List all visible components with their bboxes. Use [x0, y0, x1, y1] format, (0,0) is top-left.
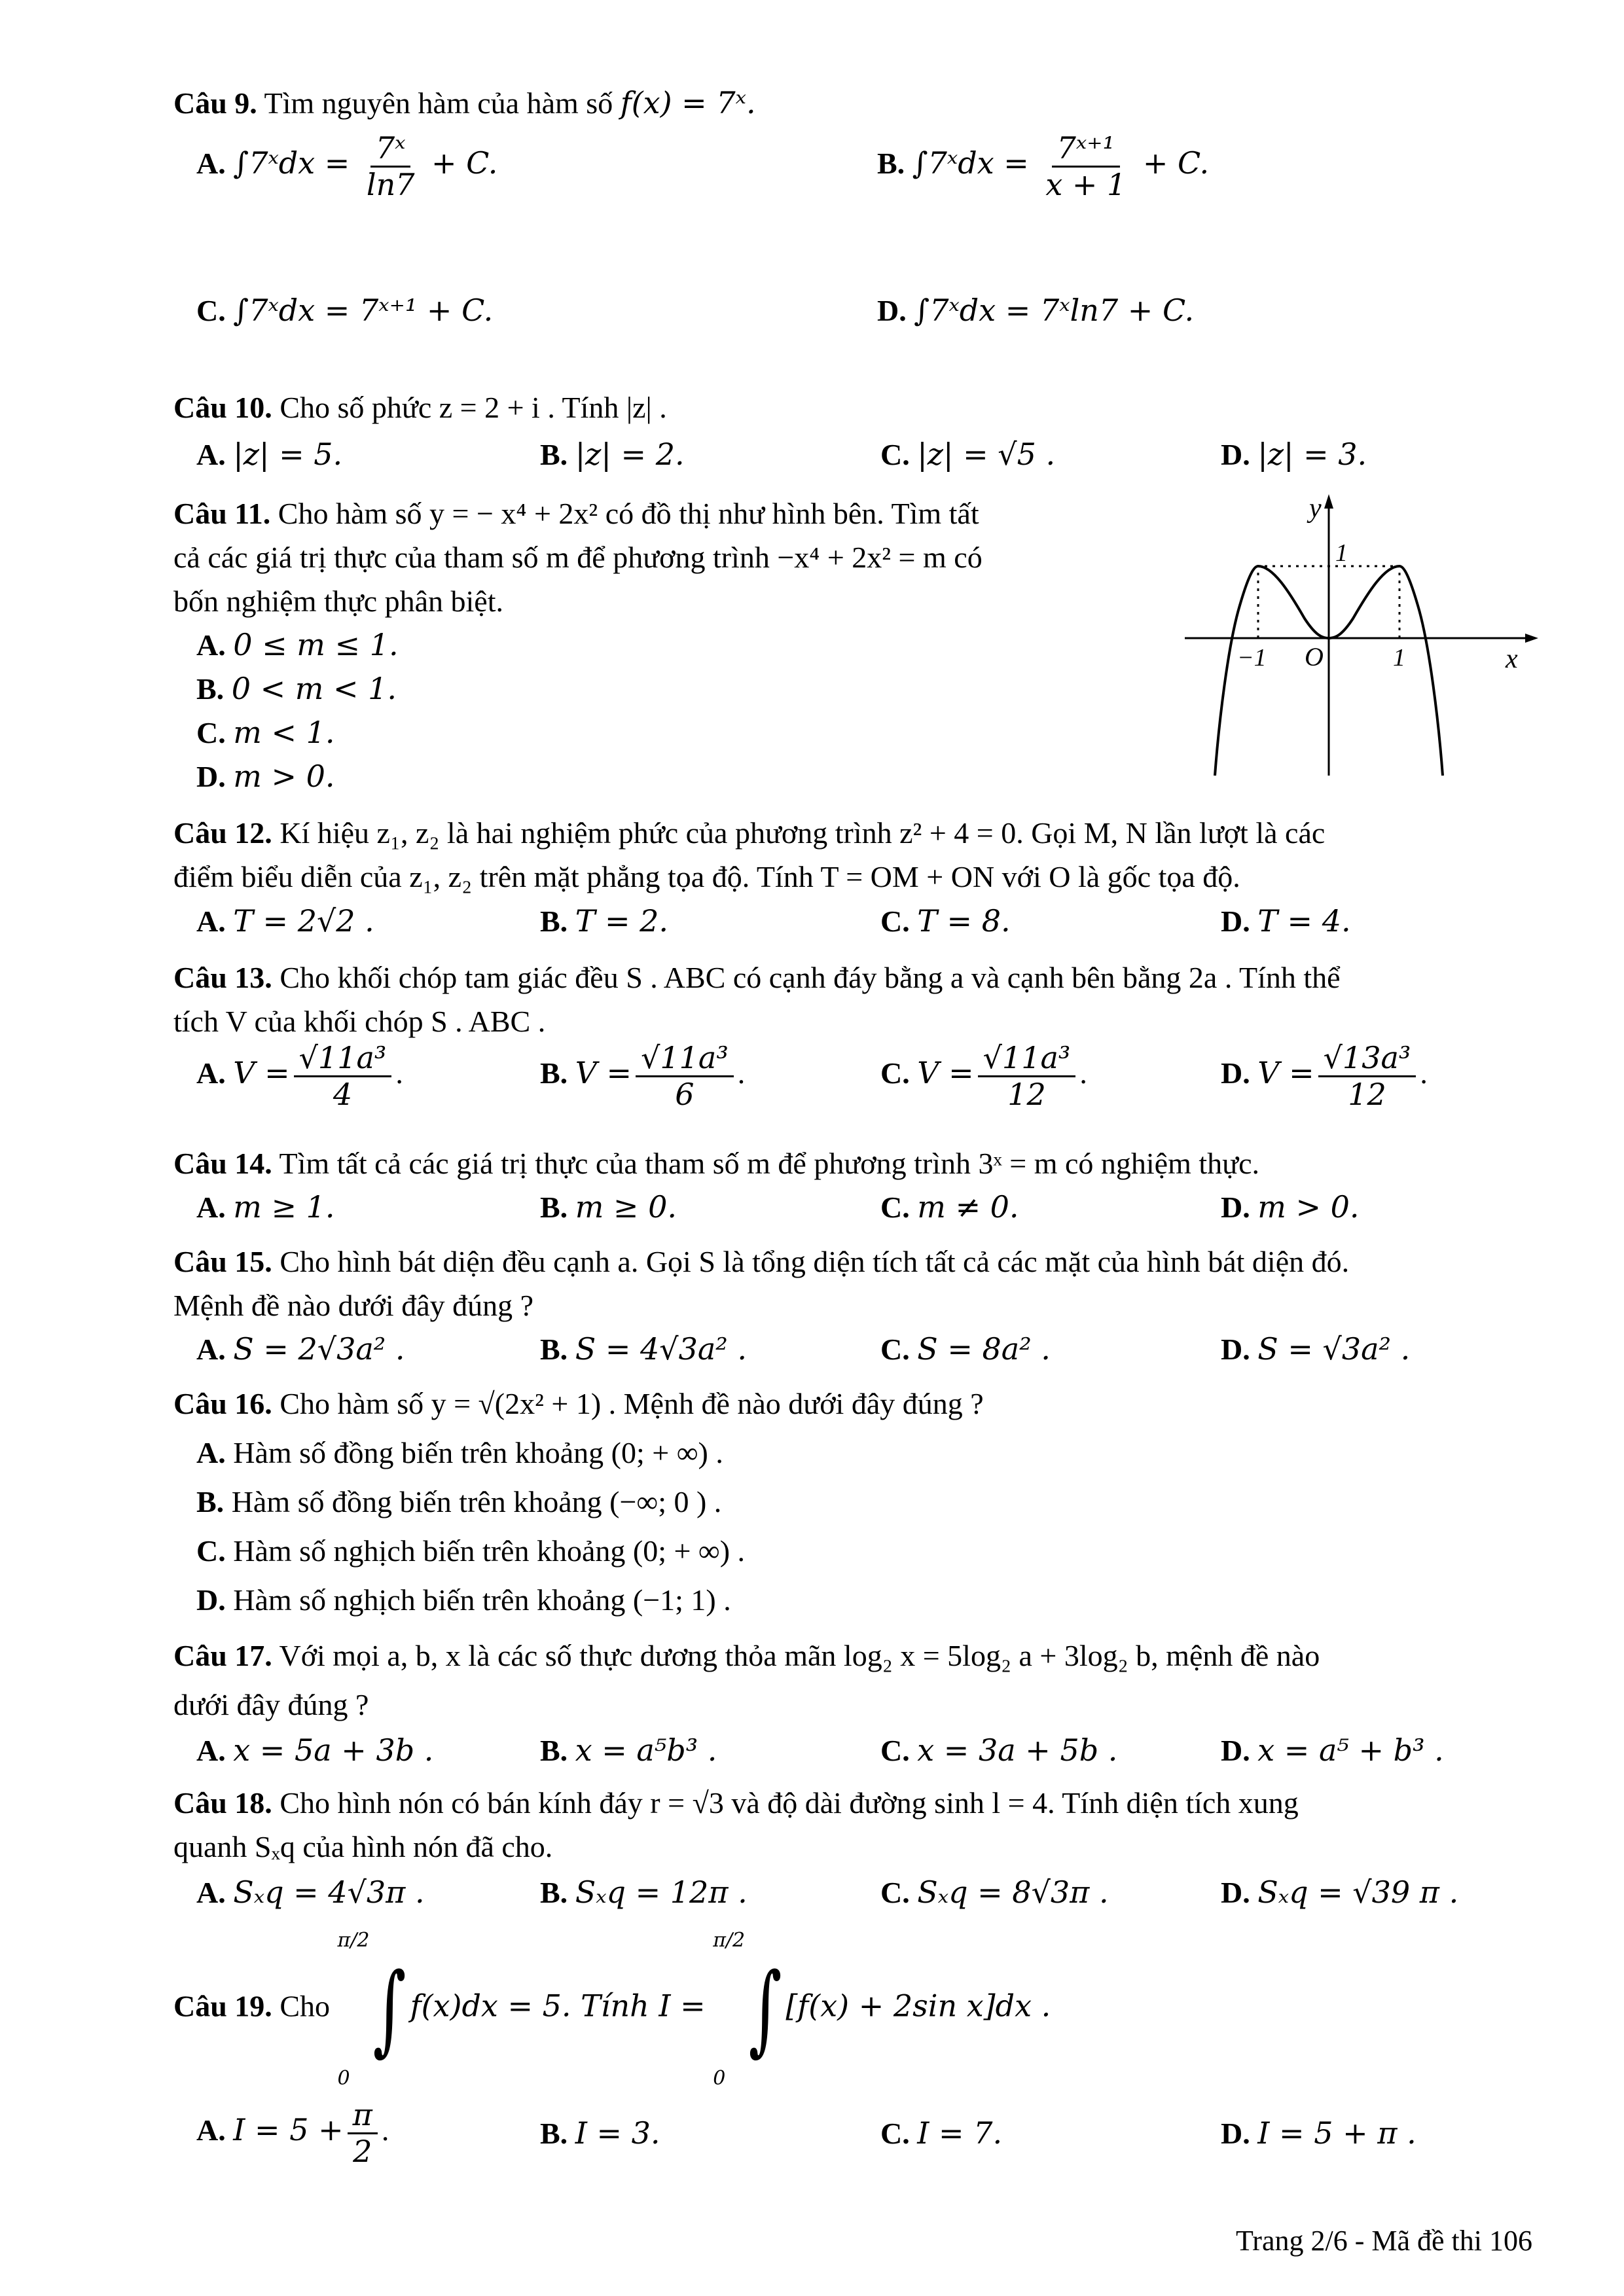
- option-key: D.: [1221, 1191, 1250, 1224]
- option-expr: Hàm số nghịch biến trên khoảng (0; + ∞) .: [233, 1534, 746, 1568]
- q19-option-c[interactable]: [880, 2114, 1002, 2153]
- option-key: C.: [880, 1056, 910, 1090]
- option-expr: T = 8.: [917, 903, 1011, 939]
- option-expr: T = 2√2 .: [233, 903, 374, 939]
- q18-line1: [173, 1784, 1299, 1823]
- option-expr: Hàm số đồng biến trên khoảng (0; + ∞) .: [233, 1436, 723, 1469]
- q17-line1: [173, 1636, 1320, 1676]
- option-expr: m ≥ 0.: [575, 1189, 677, 1225]
- integral-sign-icon: ∫: [373, 1952, 406, 2066]
- q14-text: Tìm tất cả các giá trị thực của tham số m để phương trình 3ˣ = m có nghiệm thực.: [279, 1147, 1259, 1180]
- q13-option-c[interactable]: [880, 1041, 1087, 1112]
- option-expr: Sₓq = √39 π .: [1257, 1874, 1459, 1910]
- option-expr: Hàm số nghịch biến trên khoảng (−1; 1) .: [233, 1583, 731, 1617]
- q14-option-c[interactable]: [880, 1188, 1019, 1227]
- option-key: B.: [196, 672, 225, 706]
- denominator: 6: [675, 1076, 695, 1112]
- option-key: B.: [540, 1876, 568, 1909]
- q16-label: Câu 16.: [173, 1387, 272, 1420]
- option-lhs: ∫7ˣdx =: [233, 145, 350, 181]
- option-expr: S = 2√3a² .: [233, 1331, 405, 1367]
- q19-option-b[interactable]: [540, 2114, 660, 2153]
- q17-option-d[interactable]: [1221, 1731, 1444, 1770]
- option-expr: |z| = 5.: [233, 437, 343, 472]
- q19-integral1: f(x)dx = 5. Tính I =: [410, 1988, 706, 2024]
- option-key: D.: [1221, 2117, 1250, 2150]
- option-key: D.: [1221, 1734, 1250, 1767]
- q18-option-a[interactable]: [196, 1873, 425, 1912]
- q9-expr: f(x) = 7ˣ.: [620, 85, 756, 120]
- q16-text: Cho hàm số y = √(2x² + 1) . Mệnh đề nào dưới đây đúng ?: [280, 1387, 984, 1420]
- option-expr: S = 4√3a² .: [575, 1331, 747, 1367]
- q11-line3: bốn nghiệm thực phân biệt.: [173, 584, 504, 618]
- y-label: y: [1309, 494, 1322, 524]
- option-key: A.: [196, 905, 226, 938]
- option-expr: I = 7.: [917, 2115, 1003, 2151]
- option-key: B.: [540, 2117, 568, 2150]
- denominator: x + 1: [1045, 166, 1127, 202]
- q13-text: Cho khối chóp tam giác đều S . ABC có cạnh đáy bằng a và cạnh bên bằng 2a . Tính thể: [280, 961, 1341, 994]
- option-lhs: ∫7ˣdx =: [912, 145, 1029, 181]
- q19-option-a[interactable]: [196, 2098, 389, 2169]
- q15-option-b[interactable]: [540, 1330, 747, 1369]
- option-tail: + C.: [431, 145, 498, 181]
- option-key: A.: [196, 1056, 226, 1090]
- option-expr: T = 2.: [575, 903, 669, 939]
- option-expr: I = 5 + π .: [1257, 2115, 1416, 2151]
- q14-option-a[interactable]: [196, 1188, 335, 1227]
- option-tail: + C.: [1142, 145, 1210, 181]
- option-key: D.: [196, 760, 226, 793]
- option-key: A.: [196, 438, 226, 471]
- q15-label: Câu 15.: [173, 1245, 272, 1278]
- page-footer: Trang 2/6 - Mã đề thi 106: [1235, 2225, 1532, 2257]
- option-key: B.: [540, 1734, 568, 1767]
- option-expr: T = 4.: [1257, 903, 1351, 939]
- numerator: √11a³: [294, 1041, 392, 1077]
- q19-option-d[interactable]: [1221, 2114, 1416, 2153]
- fraction: [294, 1041, 392, 1112]
- q12-option-b[interactable]: [540, 902, 668, 941]
- option-key: D.: [1221, 905, 1250, 938]
- option-key: A.: [196, 2113, 226, 2147]
- upper-limit: π/2: [337, 1929, 370, 1952]
- option-expr: m ≠ 0.: [917, 1189, 1019, 1225]
- q12-label: Câu 12.: [173, 816, 272, 850]
- option-expr: Hàm số đồng biến trên khoảng (−∞; 0 ) .: [231, 1485, 722, 1518]
- q10-option-b[interactable]: [540, 435, 685, 475]
- option-expr: I = 3.: [575, 2115, 660, 2151]
- option-key: D.: [877, 294, 907, 327]
- option-tail: .: [395, 1056, 403, 1090]
- option-expr: Sₓq = 8√3π .: [917, 1874, 1109, 1910]
- q15-option-a[interactable]: [196, 1330, 405, 1369]
- q13-option-d[interactable]: [1221, 1041, 1428, 1112]
- q16-option-a[interactable]: [196, 1433, 723, 1473]
- denominator: 4: [333, 1076, 353, 1112]
- q13-line1: [173, 958, 1341, 997]
- q15-option-c[interactable]: [880, 1330, 1051, 1369]
- option-expr: m > 0.: [1257, 1189, 1360, 1225]
- option-lhs: V =: [233, 1054, 290, 1090]
- option-key: A.: [196, 146, 226, 180]
- q11-option-b[interactable]: [196, 670, 397, 709]
- denominator: 2: [353, 2133, 372, 2169]
- q10-text: Cho số phức z = 2 + i . Tính |z| .: [280, 391, 667, 424]
- integral-sign-icon: ∫: [748, 1952, 782, 2066]
- q11-graph: [1185, 494, 1538, 776]
- q16-option-c[interactable]: [196, 1532, 745, 1571]
- option-key: B.: [540, 905, 568, 938]
- option-tail: .: [1079, 1056, 1087, 1090]
- q9-label: Câu 9.: [173, 86, 257, 120]
- q10-stem: [173, 388, 667, 427]
- q9-option-b[interactable]: [877, 131, 1209, 202]
- numerator: √11a³: [978, 1041, 1076, 1077]
- q12-option-c[interactable]: [880, 902, 1011, 941]
- q9-text: Tìm nguyên hàm của hàm số: [264, 86, 613, 120]
- q18-line2: quanh Sₓq của hình nón đã cho.: [173, 1830, 553, 1863]
- option-key: A.: [196, 1876, 226, 1909]
- q19-stem: [173, 1928, 1051, 2091]
- q10-option-d[interactable]: [1221, 435, 1367, 475]
- q15-option-d[interactable]: [1221, 1330, 1410, 1369]
- option-key: C.: [880, 905, 910, 938]
- q18-label: Câu 18.: [173, 1786, 272, 1820]
- q12-text: Kí hiệu z₁, z₂ là hai nghiệm phức của phương trình z² + 4 = 0. Gọi M, N lần lượt là các: [280, 816, 1326, 850]
- numerator: 7ˣ: [370, 131, 411, 168]
- fraction: [1318, 1041, 1416, 1112]
- denominator: ln7: [366, 166, 415, 202]
- option-key: C.: [880, 1333, 910, 1366]
- q10-option-c[interactable]: [880, 435, 1055, 475]
- option-key: C.: [880, 1876, 910, 1909]
- q13-line2: tích V của khối chóp S . ABC .: [173, 1005, 546, 1038]
- x-label: x: [1506, 644, 1518, 674]
- option-expr: m > 0.: [233, 759, 335, 794]
- option-expr: Sₓq = 12π .: [575, 1874, 748, 1910]
- option-key: A.: [196, 1734, 226, 1767]
- q18-option-b[interactable]: [540, 1873, 748, 1912]
- option-key: C.: [880, 438, 910, 471]
- q19-integral2: [f(x) + 2sin x]dx .: [785, 1988, 1051, 2024]
- fraction: [348, 2098, 378, 2169]
- option-key: D.: [1221, 438, 1250, 471]
- q16-option-d[interactable]: [196, 1581, 731, 1620]
- option-expr: |z| = √5 .: [917, 437, 1056, 472]
- q11-option-a[interactable]: [196, 626, 399, 665]
- x-axis-arrow: [1525, 634, 1538, 643]
- q17-option-a[interactable]: [196, 1731, 433, 1770]
- option-expr: 0 < m < 1.: [231, 671, 397, 706]
- q11-line1: [173, 494, 979, 533]
- option-key: C.: [196, 716, 226, 749]
- y-axis-arrow: [1324, 494, 1333, 509]
- option-lhs: V =: [575, 1054, 632, 1090]
- q9-stem: [173, 84, 756, 123]
- q17-label: Câu 17.: [173, 1639, 272, 1672]
- fraction: [636, 1041, 734, 1112]
- q13-option-a[interactable]: [196, 1041, 403, 1112]
- option-key: D.: [196, 1583, 226, 1617]
- q12-option-a[interactable]: [196, 902, 374, 941]
- numerator: 7ˣ⁺¹: [1052, 131, 1120, 168]
- tick-y1: 1: [1335, 539, 1348, 567]
- q11-line2: cả các giá trị thực của tham số m để phương trình −x⁴ + 2x² = m có: [173, 541, 983, 574]
- q11-text: Cho hàm số y = − x⁴ + 2x² có đồ thị như hình bên. Tìm tất: [278, 497, 979, 530]
- option-expr: |z| = 3.: [1257, 437, 1367, 472]
- q11-option-c[interactable]: [196, 713, 335, 753]
- numerator: √11a³: [636, 1041, 734, 1077]
- fraction: [1040, 131, 1131, 202]
- q9-option-d[interactable]: [877, 291, 1194, 331]
- upper-limit: π/2: [713, 1929, 746, 1952]
- fraction: [978, 1041, 1076, 1112]
- q13-option-b[interactable]: [540, 1041, 745, 1112]
- option-key: B.: [540, 1056, 568, 1090]
- option-expr: |z| = 2.: [575, 437, 685, 472]
- q14-option-d[interactable]: [1221, 1188, 1360, 1227]
- option-expr: m < 1.: [233, 715, 335, 750]
- option-key: C.: [880, 1191, 910, 1224]
- option-key: B.: [540, 438, 568, 471]
- q16-stem: [173, 1384, 984, 1424]
- option-expr: S = √3a² .: [1257, 1331, 1411, 1367]
- q17-option-c[interactable]: [880, 1731, 1117, 1770]
- q19-cho: Cho: [280, 1989, 330, 2023]
- q11-label: Câu 11.: [173, 497, 271, 530]
- option-lhs: V =: [917, 1054, 974, 1090]
- q12-line2: điểm biểu diễn của z₁, z₂ trên mặt phẳng tọa độ. Tính T = OM + ON với O là gốc tọa độ.: [173, 860, 1240, 893]
- q9-option-a[interactable]: [196, 131, 497, 202]
- option-expr: Sₓq = 4√3π .: [233, 1874, 425, 1910]
- integral-limits: [338, 1928, 370, 2091]
- option-key: B.: [196, 1485, 225, 1518]
- option-lhs: V =: [1257, 1054, 1314, 1090]
- option-expr: x = a⁵ + b³ .: [1257, 1732, 1444, 1768]
- option-expr: m ≥ 1.: [233, 1189, 335, 1225]
- option-expr: x = 5a + 3b .: [233, 1732, 434, 1768]
- option-expr: ∫7ˣdx = 7ˣ⁺¹ + C.: [233, 293, 494, 328]
- q12-option-d[interactable]: [1221, 902, 1351, 941]
- q18-option-c[interactable]: [880, 1873, 1109, 1912]
- q15-line1: [173, 1242, 1349, 1282]
- q10-option-a[interactable]: [196, 435, 342, 475]
- option-expr: x = a⁵b³ .: [575, 1732, 717, 1768]
- lower-limit: 0: [337, 2067, 350, 2090]
- option-key: D.: [1221, 1876, 1250, 1909]
- option-key: C.: [196, 1534, 226, 1568]
- q19-label: Câu 19.: [173, 1989, 272, 2023]
- q15-text: Cho hình bát diện đều cạnh a. Gọi S là tổng diện tích tất cả các mặt của hình bát diện đó.: [280, 1245, 1350, 1278]
- q15-line2: Mệnh đề nào dưới đây đúng ?: [173, 1289, 534, 1322]
- denominator: 12: [1007, 1076, 1046, 1112]
- option-tail: .: [737, 1056, 746, 1090]
- option-key: A.: [196, 628, 226, 662]
- option-key: C.: [196, 294, 226, 327]
- numerator: π: [348, 2098, 378, 2134]
- lower-limit: 0: [713, 2067, 726, 2090]
- q12-line1: [173, 814, 1325, 853]
- q9-option-c[interactable]: [196, 291, 493, 331]
- tick-pos1: 1: [1393, 644, 1405, 672]
- option-key: A.: [196, 1191, 226, 1224]
- option-expr: ∫7ˣdx = 7ˣln7 + C.: [914, 293, 1195, 328]
- option-key: B.: [540, 1333, 568, 1366]
- q17-text: Với mọi a, b, x là các số thực dương thỏa mãn log₂ x = 5log₂ a + 3log₂ b, mệnh đề nào: [279, 1639, 1320, 1672]
- option-tail: .: [1420, 1056, 1428, 1090]
- option-key: A.: [196, 1436, 226, 1469]
- fraction: [361, 131, 420, 202]
- q14-label: Câu 14.: [173, 1147, 272, 1180]
- integral-limits: [713, 1928, 745, 2091]
- option-expr: 0 ≤ m ≤ 1.: [233, 627, 399, 662]
- option-key: D.: [1221, 1056, 1250, 1090]
- q14-option-b[interactable]: [540, 1188, 677, 1227]
- q13-label: Câu 13.: [173, 961, 272, 994]
- numerator: √13a³: [1318, 1041, 1416, 1077]
- q18-text: Cho hình nón có bán kính đáy r = √3 và độ dài đường sinh l = 4. Tính diện tích xung: [280, 1786, 1299, 1820]
- q16-option-b[interactable]: [196, 1482, 721, 1522]
- q18-option-d[interactable]: [1221, 1873, 1458, 1912]
- denominator: 12: [1348, 1076, 1386, 1112]
- option-key: C.: [880, 2117, 910, 2150]
- option-expr: x = 3a + 5b .: [917, 1732, 1118, 1768]
- origin-label: O: [1305, 642, 1324, 672]
- option-lhs: I = 5 +: [233, 2111, 344, 2147]
- q14-stem: [173, 1144, 1259, 1183]
- option-key: C.: [880, 1734, 910, 1767]
- option-key: B.: [540, 1191, 568, 1224]
- tick-neg1: −1: [1237, 644, 1267, 672]
- q17-line2: dưới đây đúng ?: [173, 1688, 369, 1721]
- option-key: D.: [1221, 1333, 1250, 1366]
- option-expr: S = 8a² .: [917, 1331, 1051, 1367]
- q11-option-d[interactable]: [196, 757, 335, 797]
- option-key: B.: [877, 146, 905, 180]
- option-tail: .: [381, 2113, 389, 2147]
- option-key: A.: [196, 1333, 226, 1366]
- q10-label: Câu 10.: [173, 391, 272, 424]
- q17-option-b[interactable]: [540, 1731, 717, 1770]
